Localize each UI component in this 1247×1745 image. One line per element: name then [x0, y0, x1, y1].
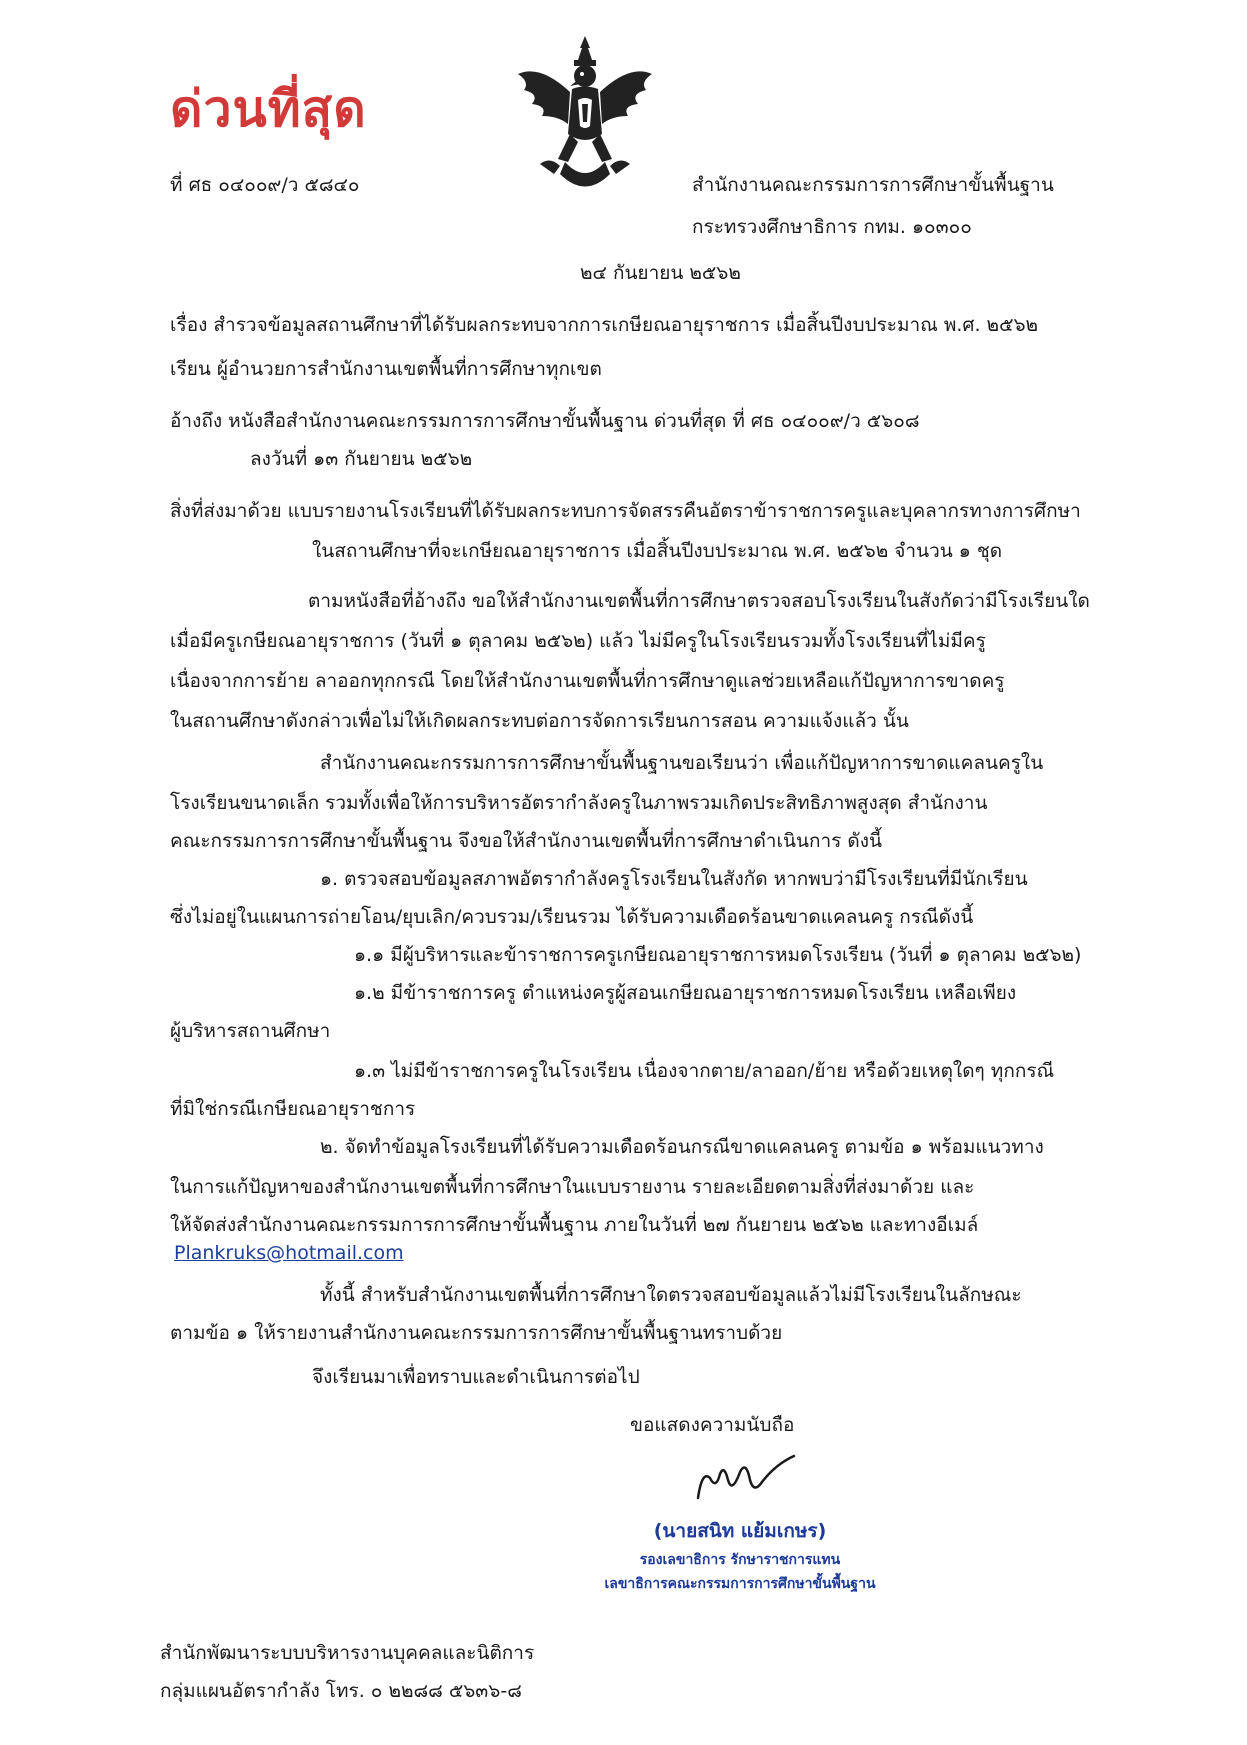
reference-line-1: อ้างถึง หนังสือสำนักงานคณะกรรมการการศึกษาขั้นพื้นฐาน ด่วนที่สุด ที่ ศธ ๐๔๐๐๙/ว ๕๖๐๘: [170, 410, 920, 432]
subject-line: เรื่อง สำรวจข้อมูลสถานศึกษาที่ได้รับผลกระทบจากการเกษียณอายุราชการ เมื่อสิ้นปีงบประมาณ พ.ศ. ๒๕๖๒: [170, 314, 1039, 336]
item-1-2-line: ๑.๒ มีข้าราชการครู ตำแหน่งครูผู้สอนเกษียณอายุราชการหมดโรงเรียน เหลือเพียง: [354, 982, 1017, 1004]
para1-line: เนื่องจากการย้าย ลาออกทุกกรณี โดยให้สำนักงานเขตพื้นที่การศึกษาดูแลช่วยเหลือแก้ปัญหาการขาดครู: [170, 670, 1005, 692]
item-1-line: ๑. ตรวจสอบข้อมูลสภาพอัตรากำลังครูโรงเรียนในสังกัด หากพบว่ามีโรงเรียนที่มีนักเรียน: [320, 868, 1028, 890]
item-2-line: ในการแก้ปัญหาของสำนักงานเขตพื้นที่การศึกษาในแบบรายงาน รายละเอียดตามสิ่งที่ส่งมาด้วย และ: [170, 1176, 975, 1198]
para2-line: คณะกรรมการการศึกษาขั้นพื้นฐาน จึงขอให้สำนักงานเขตพื้นที่การศึกษาดำเนินการ ดังนี้: [170, 830, 882, 852]
footer-department: สำนักพัฒนาระบบบริหารงานบุคคลและนิติการ: [160, 1642, 535, 1664]
document-date: ๒๔ กันยายน ๒๕๖๒: [580, 262, 741, 284]
regards-line: ขอแสดงความนับถือ: [630, 1414, 795, 1436]
document-number: ที่ ศธ ๐๔๐๐๙/ว ๕๘๔๐: [170, 174, 360, 196]
item-2-line: ๒. จัดทำข้อมูลโรงเรียนที่ได้รับความเดือดร้อนกรณีขาดแคลนครู ตามข้อ ๑ พร้อมแนวทาง: [320, 1136, 1044, 1158]
signature-icon: [690, 1450, 800, 1510]
item-1-line: ซึ่งไม่อยู่ในแผนการถ่ายโอน/ยุบเลิก/ควบรวม/เรียนรวม ได้รับความเดือดร้อนขาดแคลนครู กรณีดังนี้: [170, 906, 974, 928]
item-1-1: ๑.๑ มีผู้บริหารและข้าราชการครูเกษียณอายุราชการหมดโรงเรียน (วันที่ ๑ ตุลาคม ๒๕๖๒): [354, 944, 1082, 966]
signer-name: (นายสนิท แย้มเกษร): [653, 1520, 827, 1542]
enclosure-line-2: ในสถานศึกษาที่จะเกษียณอายุราชการ เมื่อสิ้นปีงบประมาณ พ.ศ. ๒๕๖๒ จำนวน ๑ ชุด: [312, 540, 1003, 562]
item-1-2-line: ผู้บริหารสถานศึกษา: [170, 1020, 331, 1042]
item-2-line: ให้จัดส่งสำนักงานคณะกรรมการการศึกษาขั้นพื้นฐาน ภายในวันที่ ๒๗ กันยายน ๒๕๖๒ และทางอีเมล์: [170, 1214, 979, 1236]
office-name: สำนักงานคณะกรรมการการศึกษาขั้นพื้นฐาน: [692, 174, 1054, 196]
signer-title-2: เลขาธิการคณะกรรมการการศึกษาขั้นพื้นฐาน: [604, 1576, 876, 1592]
para3-line: ทั้งนี้ สำหรับสำนักงานเขตพื้นที่การศึกษาใดตรวจสอบข้อมูลแล้วไม่มีโรงเรียนในลักษณะ: [320, 1284, 1022, 1306]
garuda-emblem-icon: [510, 34, 660, 199]
closing-line: จึงเรียนมาเพื่อทราบและดำเนินการต่อไป: [312, 1366, 640, 1388]
office-address: กระทรวงศึกษาธิการ กทม. ๑๐๓๐๐: [692, 216, 972, 238]
para1-line: ตามหนังสือที่อ้างถึง ขอให้สำนักงานเขตพื้นที่การศึกษาตรวจสอบโรงเรียนในสังกัดว่ามีโรงเรียนใด: [308, 590, 1090, 612]
item-1-3-line: ๑.๓ ไม่มีข้าราชการครูในโรงเรียน เนื่องจากตาย/ลาออก/ย้าย หรือด้วยเหตุใดๆ ทุกกรณี: [354, 1060, 1055, 1082]
para2-line: โรงเรียนขนาดเล็ก รวมทั้งเพื่อให้การบริหารอัตรากำลังครูในภาพรวมเกิดประสิทธิภาพสูงสุด สำนักงาน: [170, 792, 988, 814]
footer-contact: กลุ่มแผนอัตรากำลัง โทร. ๐ ๒๒๘๘ ๕๖๓๖-๘: [160, 1680, 522, 1702]
para1-line: ในสถานศึกษาดังกล่าวเพื่อไม่ให้เกิดผลกระทบต่อการจัดการเรียนการสอน ความแจ้งแล้ว นั้น: [170, 710, 909, 732]
para2-line: สำนักงานคณะกรรมการการศึกษาขั้นพื้นฐานขอเรียนว่า เพื่อแก้ปัญหาการขาดแคลนครูใน: [320, 752, 1044, 774]
email-link[interactable]: Plankruks@hotmail.com: [174, 1242, 404, 1264]
reference-line-2: ลงวันที่ ๑๓ กันยายน ๒๕๖๒: [250, 448, 473, 470]
enclosure-line-1: สิ่งที่ส่งมาด้วย แบบรายงานโรงเรียนที่ได้รับผลกระทบการจัดสรรคืนอัตราข้าราชการครูและบุคลากรทางการศึกษา: [170, 500, 1081, 522]
urgency-label: ด่วนที่สุด: [170, 80, 367, 138]
recipient-line: เรียน ผู้อำนวยการสำนักงานเขตพื้นที่การศึกษาทุกเขต: [170, 358, 602, 380]
para3-line: ตามข้อ ๑ ให้รายงานสำนักงานคณะกรรมการการศึกษาขั้นพื้นฐานทราบด้วย: [170, 1322, 783, 1344]
signer-title-1: รองเลขาธิการ รักษาราชการแทน: [639, 1552, 841, 1568]
para1-line: เมื่อมีครูเกษียณอายุราชการ (วันที่ ๑ ตุลาคม ๒๕๖๒) แล้ว ไม่มีครูในโรงเรียนรวมทั้งโรงเรียนที่ไม่มีครู: [170, 630, 986, 652]
item-1-3-line: ที่มิใช่กรณีเกษียณอายุราชการ: [170, 1098, 416, 1120]
